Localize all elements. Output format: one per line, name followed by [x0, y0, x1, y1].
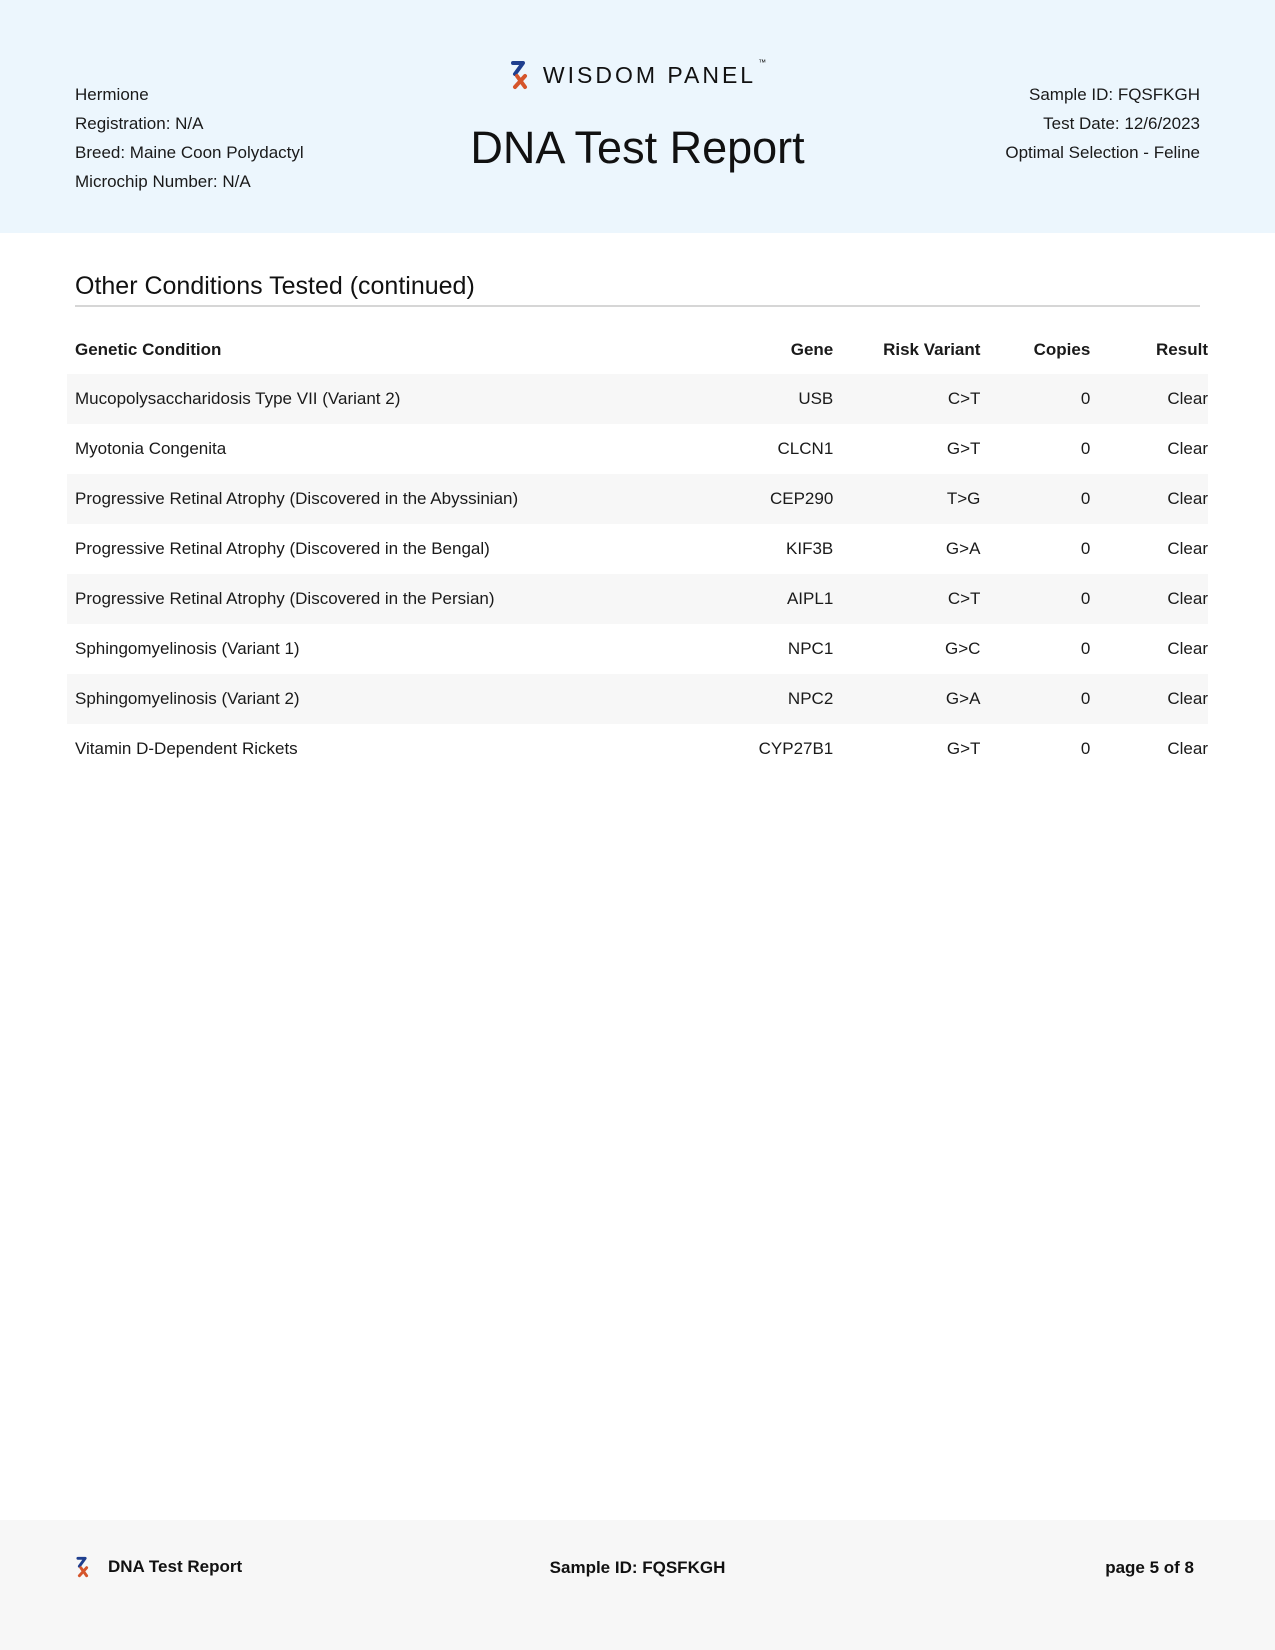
- product-name: Optimal Selection - Feline: [1005, 143, 1200, 162]
- cell-copies: 0: [1080, 489, 1091, 508]
- footer-title: DNA Test Report: [108, 1557, 243, 1576]
- table-row: [67, 474, 1208, 524]
- cell-gene: NPC2: [787, 689, 834, 708]
- cell-gene: AIPL1: [786, 589, 834, 608]
- pet-breed: Breed: Maine Coon Polydactyl: [75, 143, 304, 162]
- cell-risk-variant: T>G: [946, 489, 981, 508]
- table-row: [67, 724, 1208, 774]
- cell-gene: KIF3B: [786, 539, 834, 558]
- header-result: Result: [1156, 340, 1208, 359]
- cell-result: Clear: [1167, 589, 1208, 608]
- cell-gene: CLCN1: [777, 439, 834, 458]
- table-row: [67, 524, 1208, 574]
- cell-risk-variant: G>A: [945, 689, 981, 708]
- report-header: [0, 0, 1275, 233]
- trademark-symbol: ™: [758, 57, 767, 67]
- cell-condition: Mucopolysaccharidosis Type VII (Variant 2): [75, 389, 401, 408]
- cell-copies: 0: [1080, 639, 1091, 658]
- footer-sample-id: Sample ID: FQSFKGH: [549, 1558, 726, 1577]
- table-row: [67, 674, 1208, 724]
- cell-copies: 0: [1080, 739, 1091, 758]
- cell-result: Clear: [1167, 439, 1208, 458]
- cell-condition: Myotonia Congenita: [75, 439, 227, 458]
- pet-name: Hermione: [75, 85, 149, 104]
- cell-risk-variant: G>C: [944, 639, 981, 658]
- pet-microchip: Microchip Number: N/A: [75, 172, 251, 191]
- sample-info: [1005, 80, 1200, 167]
- cell-gene: USB: [798, 389, 834, 408]
- cell-result: Clear: [1167, 689, 1208, 708]
- cell-condition: Sphingomyelinosis (Variant 2): [75, 689, 300, 708]
- cell-result: Clear: [1167, 539, 1208, 558]
- cell-copies: 0: [1080, 589, 1091, 608]
- wisdom-panel-logo-icon: [509, 60, 531, 90]
- conditions-table: [67, 326, 1208, 774]
- cell-condition: Progressive Retinal Atrophy (Discovered in the Bengal): [75, 539, 490, 558]
- header-risk-variant: Risk Variant: [883, 340, 981, 359]
- cell-copies: 0: [1080, 689, 1091, 708]
- cell-condition: Progressive Retinal Atrophy (Discovered in the Persian): [75, 589, 495, 608]
- table-row: [67, 374, 1208, 424]
- section-title: Other Conditions Tested (continued): [75, 272, 1200, 307]
- table-row: [67, 424, 1208, 474]
- pet-registration: Registration: N/A: [75, 114, 204, 133]
- cell-risk-variant: G>A: [945, 539, 981, 558]
- cell-risk-variant: G>T: [946, 739, 981, 758]
- cell-risk-variant: G>T: [946, 439, 981, 458]
- cell-risk-variant: C>T: [947, 589, 981, 608]
- cell-result: Clear: [1167, 639, 1208, 658]
- test-date: Test Date: 12/6/2023: [1043, 114, 1200, 133]
- sample-id: Sample ID: FQSFKGH: [1029, 85, 1200, 104]
- cell-risk-variant: C>T: [947, 389, 981, 408]
- cell-result: Clear: [1167, 489, 1208, 508]
- report-footer: [0, 1520, 1275, 1650]
- cell-copies: 0: [1080, 439, 1091, 458]
- header-gene: Gene: [790, 340, 834, 359]
- cell-condition: Sphingomyelinosis (Variant 1): [75, 639, 300, 658]
- table-row: [67, 624, 1208, 674]
- cell-gene: NPC1: [787, 639, 834, 658]
- brand-name: WISDOM PANEL ™: [542, 57, 767, 88]
- header-condition: Genetic Condition: [75, 340, 222, 359]
- header-copies: Copies: [1033, 340, 1091, 359]
- table-header-row: [67, 326, 1208, 374]
- page-number: page 5 of 8: [1105, 1558, 1194, 1577]
- cell-copies: 0: [1080, 389, 1091, 408]
- cell-condition: Progressive Retinal Atrophy (Discovered in the Abyssinian): [75, 489, 519, 508]
- cell-result: Clear: [1167, 739, 1208, 758]
- report-title: DNA Test Report: [470, 122, 805, 173]
- cell-condition: Vitamin D-Dependent Rickets: [75, 739, 298, 758]
- cell-gene: CEP290: [769, 489, 834, 508]
- table-row: [67, 574, 1208, 624]
- cell-result: Clear: [1167, 389, 1208, 408]
- cell-gene: CYP27B1: [758, 739, 834, 758]
- cell-copies: 0: [1080, 539, 1091, 558]
